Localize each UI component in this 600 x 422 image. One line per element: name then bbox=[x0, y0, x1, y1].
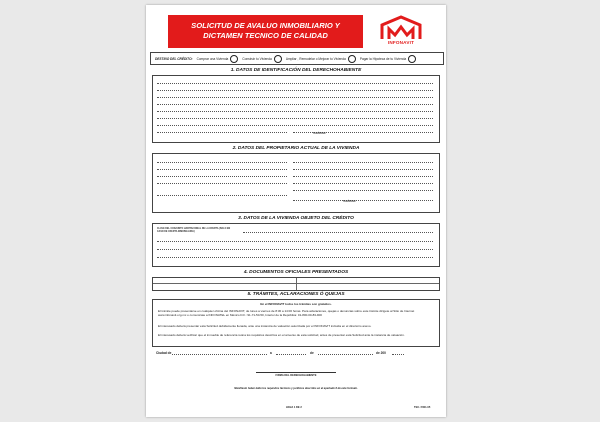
section-3-box bbox=[152, 223, 440, 267]
s5-paragraph-2: El interesado deberá presentar esta Solicitud debidamente llenada, ante una instancia de valuación autorizada por el INFONAVIT incluida en el directorio anexo. bbox=[158, 324, 372, 328]
section-1-box bbox=[152, 75, 440, 143]
field-line[interactable] bbox=[157, 124, 433, 126]
hoja-label: HOJA 1 DE 2 bbox=[286, 406, 302, 409]
field-line[interactable] bbox=[157, 131, 287, 133]
radio-circle[interactable] bbox=[348, 55, 356, 63]
radio-circle[interactable] bbox=[408, 55, 416, 63]
destino-label: DESTINO DEL CRÉDITO: bbox=[155, 56, 193, 61]
form-title-line1: SOLICITUD DE AVALUO INMOBILIARIO Y bbox=[191, 21, 340, 30]
field-line[interactable] bbox=[157, 168, 287, 170]
form-title-banner bbox=[168, 15, 363, 48]
s5-paragraph-3: El interesado deberá verificar que el inmueble de referencia reúna los requisitos descritos en el anverso de esta solicitud, antes de presentar esta Solicitud ante la instancia de valuación. bbox=[158, 333, 405, 337]
logo-text: INFONAVIT bbox=[387, 40, 415, 45]
section-2-box bbox=[152, 153, 440, 213]
s5-lead: En el INFONAVIT todos los trámites son gratuitos. bbox=[260, 302, 332, 306]
field-line[interactable] bbox=[157, 161, 287, 163]
clave-conjunto-label: CLAVE DEL CONJUNTO HABITACIONAL DE LA OFERTA (SOLO EN CASO DE OFERTA INMOBILIARIA) bbox=[157, 228, 231, 233]
form-page bbox=[146, 5, 446, 417]
field-line[interactable] bbox=[157, 110, 433, 112]
section-2-title: 2. DATOS DEL PROPIETARIO ACTUAL DE LA VIVIENDA bbox=[232, 146, 360, 151]
destino-option-comprar[interactable]: Comprar una Vivienda bbox=[197, 55, 239, 63]
a-label: a bbox=[270, 351, 272, 355]
field-line[interactable] bbox=[157, 182, 287, 184]
infonavit-logo bbox=[378, 15, 424, 49]
infonavit-house-icon bbox=[378, 15, 424, 41]
form-title-line2: DICTAMEN TECNICO DE CALIDAD bbox=[203, 31, 328, 40]
section-5-title: 5. TRÁMITES, ACLARACIONES Ó QUEJAS bbox=[247, 292, 345, 297]
field-line[interactable] bbox=[157, 240, 433, 242]
signature-line[interactable] bbox=[256, 372, 336, 373]
field-line[interactable] bbox=[293, 161, 433, 163]
section-5-box bbox=[152, 299, 440, 347]
form-code: TEC. F001-05 bbox=[414, 406, 431, 409]
destino-option-ampliar[interactable]: Ampliar , Remodelar o Mejorar tu Vivienda bbox=[286, 55, 356, 63]
field-line[interactable] bbox=[157, 194, 287, 196]
field-line[interactable] bbox=[293, 175, 433, 177]
field-line[interactable] bbox=[293, 168, 433, 170]
destino-option-pagar[interactable]: Pagar la Hipoteca de tu Vivienda bbox=[360, 55, 416, 63]
field-line[interactable] bbox=[243, 231, 433, 233]
section-3-title: 3. DATOS DE LA VIVIENDA OBJETO DEL CRÉDITO bbox=[238, 216, 354, 221]
telefono-label-2: TELÉFONO bbox=[343, 201, 356, 203]
radio-circle[interactable] bbox=[230, 55, 238, 63]
ciudad-field[interactable] bbox=[172, 353, 267, 355]
field-line[interactable] bbox=[157, 175, 287, 177]
destino-option-construir[interactable]: Construir tu Vivienda bbox=[242, 55, 282, 63]
field-line[interactable] bbox=[157, 89, 433, 91]
field-line[interactable] bbox=[157, 103, 433, 105]
field-line[interactable] bbox=[157, 96, 433, 98]
section-4-box bbox=[152, 277, 440, 291]
firma-label: FIRMA DEL DERECHOHABIENTE bbox=[275, 374, 317, 377]
s5-paragraph-1: El trámite puede presentarse en cualquier oficina del INFONAVIT, de lunes a viernes de 8:30 a 14:00 horas. Para aclaraciones, quejas o denuncias sobre este trámite dirígete al Sitio de Internet www.infonavit.org.mx o comunícate a INFONATEL en México D.F.: 91-71-50-50, Interior de la República: 01-800-00-83-900 bbox=[158, 309, 415, 318]
section-1-title: 1. DATOS DE IDENTIFICACIÓN DEL DERECHOHABIENTE bbox=[230, 68, 362, 73]
de-label: de bbox=[310, 351, 314, 355]
field-line[interactable] bbox=[157, 256, 433, 258]
field-line[interactable] bbox=[157, 117, 433, 119]
dia-field[interactable] bbox=[276, 353, 306, 355]
telefono-label: TELÉFONO bbox=[313, 133, 326, 135]
field-line[interactable] bbox=[293, 199, 433, 201]
ciudad-label: Ciudad de bbox=[156, 351, 172, 355]
destino-credito-box bbox=[150, 52, 444, 65]
de200-label: de 200 bbox=[376, 351, 386, 355]
manifest-text: Manifiesto haber leído los requisitos técnicos y jurídicos descritos en el apartado 6 de este formato. bbox=[234, 387, 358, 390]
anio-field[interactable] bbox=[392, 353, 404, 355]
field-line[interactable] bbox=[157, 248, 433, 250]
radio-circle[interactable] bbox=[274, 55, 282, 63]
field-line[interactable] bbox=[157, 82, 433, 84]
field-line[interactable] bbox=[293, 189, 433, 191]
divider bbox=[296, 278, 297, 290]
mes-field[interactable] bbox=[318, 353, 373, 355]
section-4-title: 4. DOCUMENTOS OFICIALES PRESENTADOS bbox=[243, 270, 349, 275]
field-line[interactable] bbox=[293, 182, 433, 184]
